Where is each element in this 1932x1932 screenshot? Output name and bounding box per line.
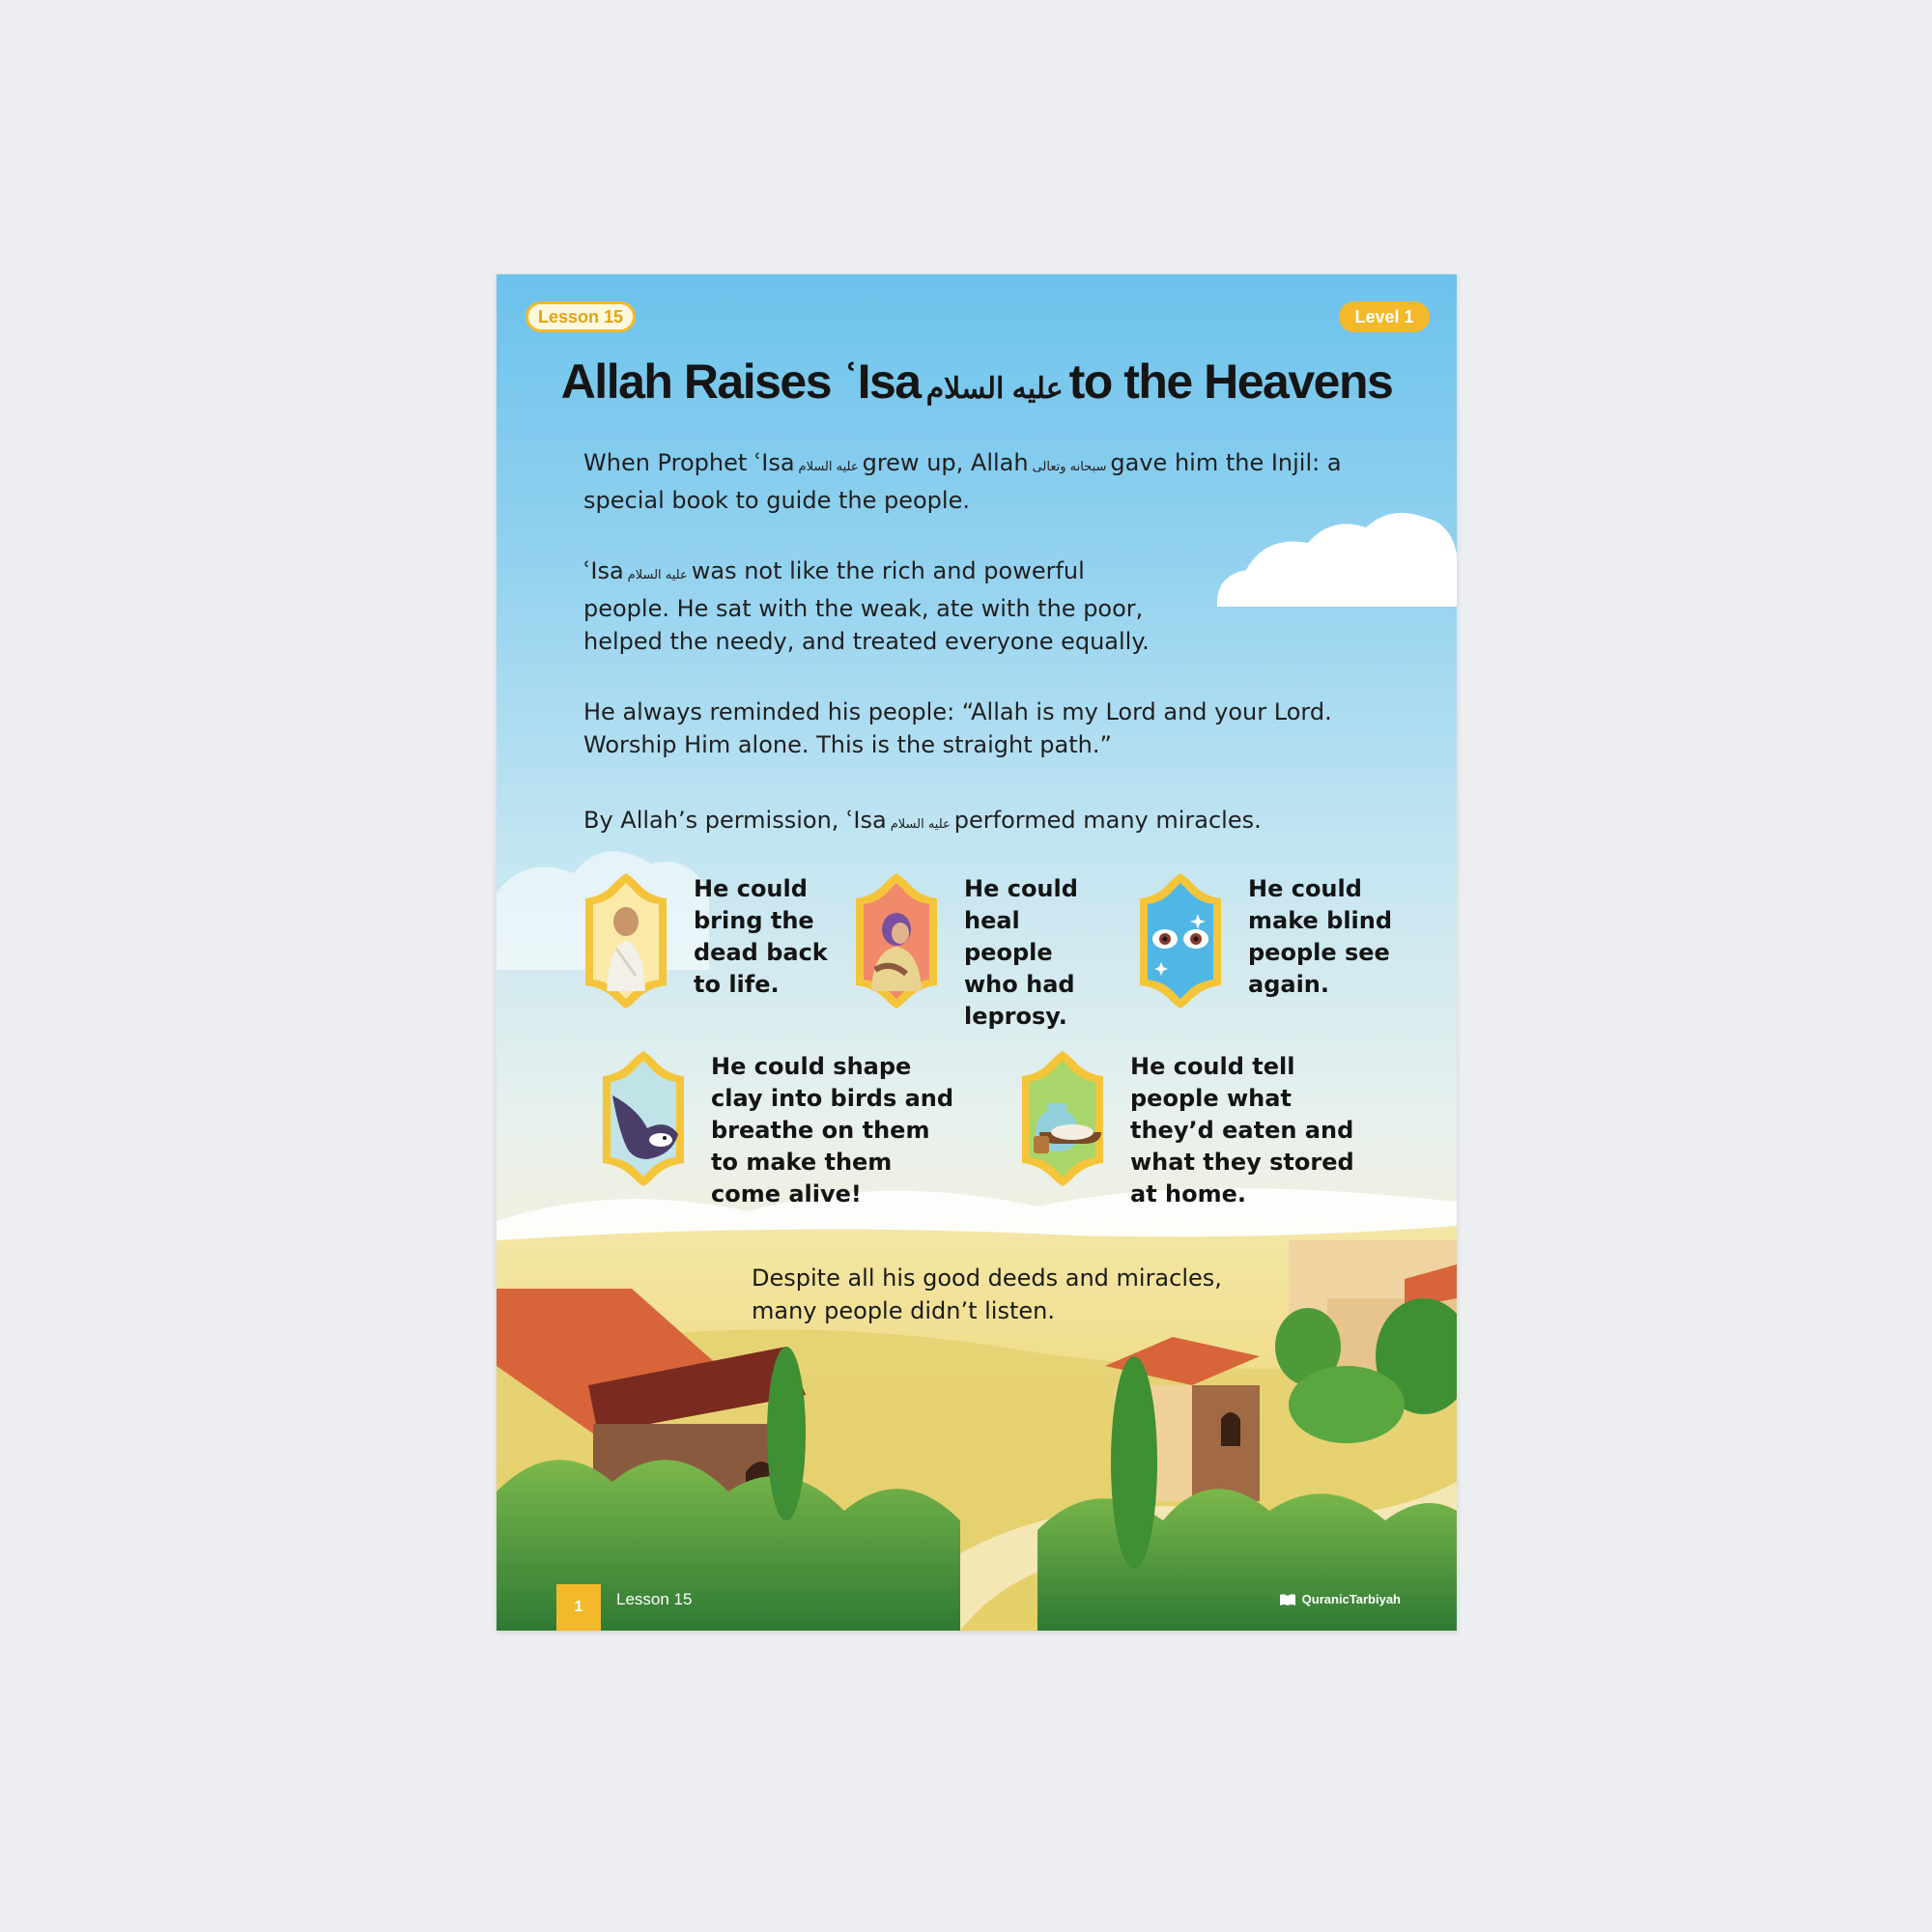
leper-woman-icon [852, 873, 941, 1009]
p2-text-a: ʿIsa [583, 557, 624, 584]
p4-text-b: performed many miracles. [953, 807, 1262, 834]
title-honorific: عليه السلام [925, 373, 1064, 405]
title-part2: to the Heavens [1068, 355, 1393, 409]
p1-text-a: When Prophet ʿIsa [583, 449, 795, 476]
paragraph-reminder: He always reminded his people: “Allah is my Lord and your Lord. Worship Him alone. This is the straight path.” [583, 698, 1332, 758]
p4-text-a: By Allah’s permission, ʿIsa [583, 807, 887, 834]
p1-honorific-allah: سبحانه وتعالى [1032, 460, 1107, 474]
page-title [497, 354, 1457, 410]
miracle-text: He could bring the dead back to life. [694, 875, 828, 998]
clay-bird-icon [599, 1051, 688, 1186]
paragraph-injil [583, 446, 1376, 517]
brand-name: QuranicTarbiyah [1301, 1592, 1401, 1606]
miracle-text: He could heal people who had leprosy. [964, 875, 1078, 1030]
level-badge: Level 1 [1339, 301, 1430, 332]
paragraph-miracles-intro [583, 804, 1376, 841]
brand-logo [1279, 1592, 1401, 1606]
closing-paragraph: Despite all his good deeds and miracles, many people didn’t listen. [752, 1264, 1222, 1324]
footer-lesson-label: Lesson 15 [616, 1590, 693, 1608]
p4-honorific: عليه السلام [890, 817, 951, 832]
open-book-icon [1279, 1593, 1296, 1606]
resurrected-man-icon [582, 873, 670, 1009]
p2-honorific: عليه السلام [627, 568, 688, 582]
paragraph-humble [583, 554, 1163, 658]
seeing-eyes-icon [1136, 873, 1225, 1009]
miracle-text: He could make blind people see again. [1248, 875, 1393, 998]
p2-text-b: was not like the rich and powerful people. He sat with the weak, ate with the poor, helped the needy, and treated everyone equally. [583, 557, 1150, 655]
miracle-text: He could shape clay into birds and breathe on them to make them come alive! [711, 1053, 954, 1208]
p1-honorific-isa: عليه السلام [798, 460, 859, 474]
worksheet-page [497, 274, 1457, 1631]
food-jars-icon [1018, 1051, 1107, 1186]
title-part1: Allah Raises ʿIsa [560, 355, 921, 409]
page-number: 1 [556, 1584, 601, 1631]
p1-text-b: grew up, Allah [862, 449, 1029, 476]
cloud-right [1217, 513, 1457, 607]
p1-text-c: gave him the Injil: a special book to guide the people. [583, 449, 1342, 514]
lesson-badge: Lesson 15 [526, 301, 636, 332]
miracle-text: He could tell people what they’d eaten and what they stored at home. [1130, 1053, 1354, 1208]
